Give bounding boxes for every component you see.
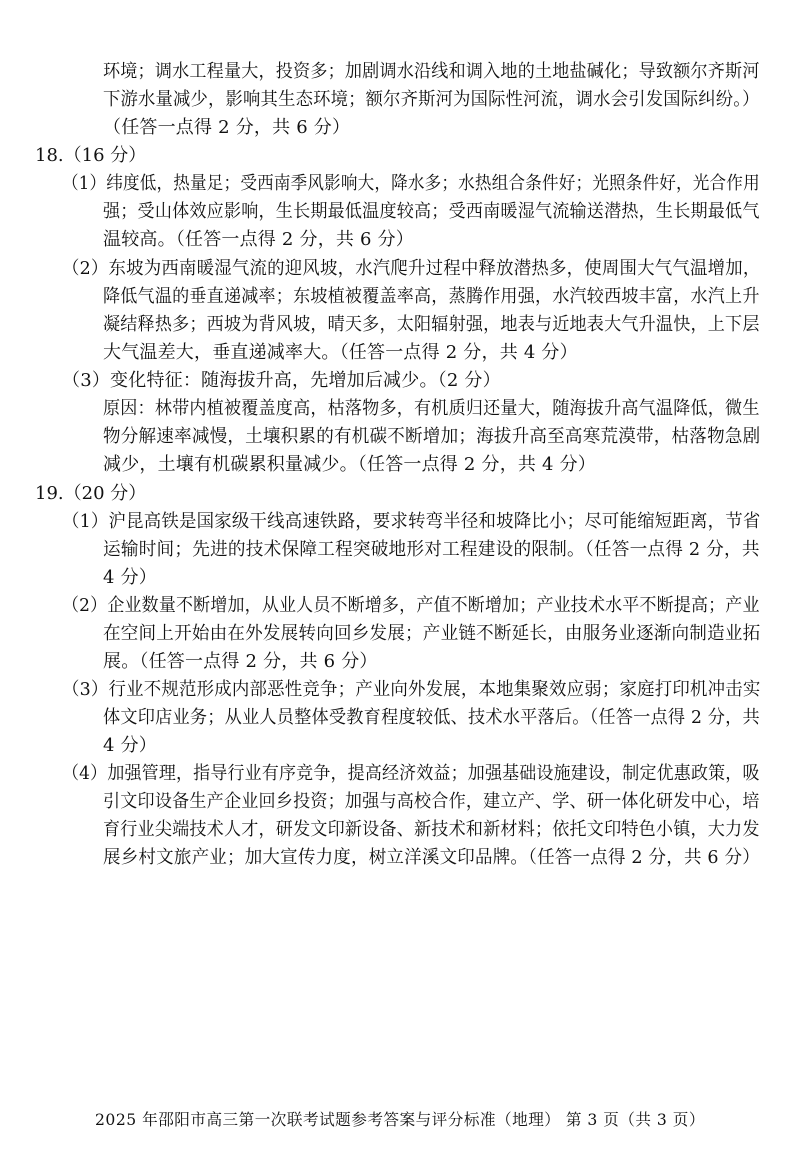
q18-part3-line-1: （3）变化特征：随海拔升高，先增加后减少。（2 分）	[62, 370, 501, 391]
q19-part4-line-2: 引文印设备生产企业回乡投资；加强与高校合作，建立产、学、研一体化研发中心，培	[103, 791, 760, 812]
continuation-line-2: 下游水量减少，影响其生态环境；额尔齐斯河为国际性河流，调水会引发国际纠纷。）	[103, 89, 760, 110]
q19-part2-line-3: 展。（任答一点得 2 分，共 6 分）	[103, 651, 378, 672]
q18-part3-line-2: 原因：林带内植被覆盖度高，枯落物多，有机质归还量大，随海拔升高气温降低，微生	[103, 398, 760, 419]
q19-part2-line-1: （2）企业数量不断增加，从业人员不断增多，产值不断增加；产业技术水平不断提高；产业	[62, 595, 760, 616]
q19-part1-line-3: 4 分）	[103, 567, 157, 588]
q18-part1-line-1: （1）纬度低，热量足；受西南季风影响大，降水多；水热组合条件好；光照条件好，光合作用	[62, 173, 760, 194]
q19-part3-line-2: 体文印店业务；从业人员整体受教育程度较低、技术水平落后。（任答一点得 2 分，共	[103, 707, 760, 728]
q19-part3-line-1: （3）行业不规范形成内部恶性竞争；产业向外发展，本地集聚效应弱；家庭打印机冲击实	[62, 679, 761, 700]
question-19-header: 19.（20 分）	[35, 483, 147, 504]
q18-part3-line-4: 减少，土壤有机碳累积量减少。（任答一点得 2 分，共 4 分）	[103, 454, 596, 475]
question-18-header: 18.（16 分）	[35, 145, 147, 166]
q19-part4-line-3: 育行业尖端技术人才，研发文印新设备、新技术和新材料；依托文印特色小镇，大力发	[103, 819, 760, 840]
q19-part4-line-4: 展乡村文旅产业；加大宣传力度，树立洋溪文印品牌。（任答一点得 2 分，共 6 分）	[103, 847, 760, 868]
q19-part3-line-3: 4 分）	[103, 735, 157, 756]
q19-part1-line-2: 运输时间；先进的技术保障工程突破地形对工程建设的限制。（任答一点得 2 分，共	[103, 539, 760, 560]
q18-part2-line-4: 大气温差大，垂直递减率大。（任答一点得 2 分，共 4 分）	[103, 342, 578, 363]
q18-part2-line-3: 凝结释热多；西坡为背风坡，晴天多，太阳辐射强，地表与近地表大气升温快，上下层	[103, 314, 760, 335]
continuation-line-1: 环境；调水工程量大，投资多；加剧调水沿线和调入地的土地盐碱化；导致额尔齐斯河	[103, 61, 760, 82]
page-footer: 2025 年邵阳市高三第一次联考试题参考答案与评分标准（地理） 第 3 页（共 3 页）	[95, 1110, 705, 1129]
q18-part3-line-3: 物分解速率减慢，土壤积累的有机碳不断增加；海拔升高至高寒荒漠带，枯落物急剧	[103, 426, 761, 447]
q18-part1-line-3: 温较高。（任答一点得 2 分，共 6 分）	[103, 229, 414, 250]
q19-part1-line-1: （1）沪昆高铁是国家级干线高速铁路，要求转弯半径和坡降比小；尽可能缩短距离，节省	[62, 511, 761, 532]
q18-part2-line-1: （2）东坡为西南暖湿气流的迎风坡，水汽爬升过程中释放潜热多，使周围大气气温增加，	[62, 258, 761, 279]
q18-part1-line-2: 强；受山体效应影响，生长期最低温度较高；受西南暖湿气流输送潜热，生长期最低气	[103, 201, 760, 222]
continuation-line-3: （任答一点得 2 分，共 6 分）	[103, 117, 351, 138]
q19-part4-line-1: （4）加强管理，指导行业有序竞争，提高经济效益；加强基础设施建设，制定优惠政策，吸	[62, 763, 760, 784]
q19-part2-line-2: 在空间上开始由在外发展转向回乡发展；产业链不断延长，由服务业逐渐向制造业拓	[103, 623, 761, 644]
q18-part2-line-2: 降低气温的垂直递减率；东坡植被覆盖率高，蒸腾作用强，水汽较西坡丰富，水汽上升	[103, 286, 760, 307]
